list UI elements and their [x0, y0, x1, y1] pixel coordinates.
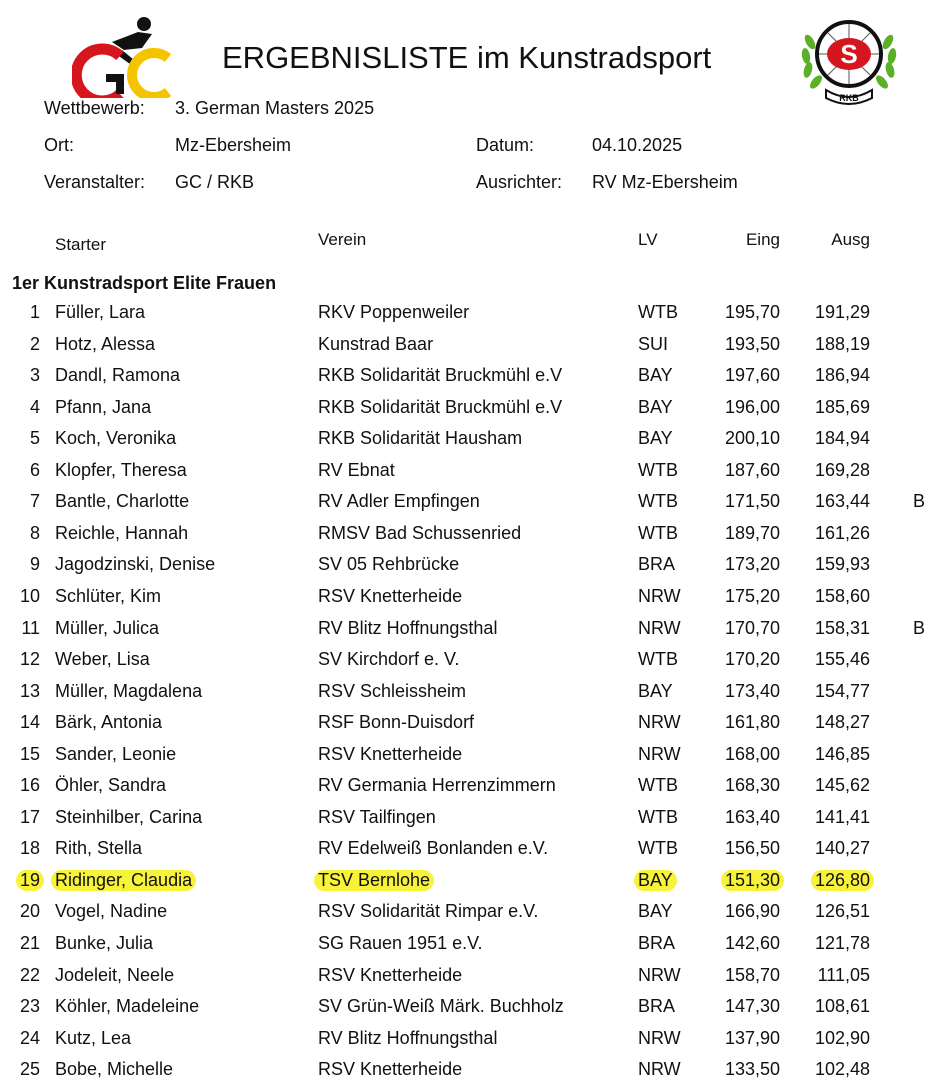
table-row	[0, 460, 950, 491]
ausrichter-label: Ausrichter:	[476, 172, 563, 192]
lv-cell: SUI	[638, 333, 669, 354]
rank-cell: 10	[19, 585, 40, 606]
verein-cell: RSF Bonn-Duisdorf	[318, 712, 475, 733]
eing-cell: 197,60	[724, 365, 780, 386]
rank-cell: 15	[19, 743, 40, 764]
eing-cell: 195,70	[724, 302, 780, 322]
verein-cell: SV 05 Rehbrücke	[318, 554, 460, 575]
ausg-cell: 121,78	[814, 933, 870, 953]
table-row	[0, 649, 950, 680]
ausg-cell: 102,48	[814, 1059, 870, 1080]
table-row	[0, 1028, 950, 1059]
table-row	[0, 965, 950, 996]
table-row	[0, 744, 950, 775]
ausg-cell: 126,51	[814, 901, 870, 922]
gc-logo	[72, 12, 174, 98]
table-row	[0, 838, 950, 869]
lv-cell: WTB	[638, 522, 678, 543]
rank-cell: 9	[29, 554, 40, 575]
ausg-cell: 154,77	[814, 680, 870, 701]
rank-cell: 4	[29, 396, 40, 417]
table-row	[0, 334, 950, 365]
section-title: 1er Kunstradsport Elite Frauen	[12, 273, 277, 293]
eing-cell: 156,50	[724, 838, 780, 859]
verein-cell: RSV Tailfingen	[318, 806, 436, 827]
datum-value: 04.10.2025	[592, 135, 683, 155]
starter-cell: Pfann, Jana	[55, 396, 152, 417]
eing-cell: 170,20	[724, 649, 780, 670]
eing-cell: 175,20	[724, 585, 780, 606]
eing-cell: 173,40	[724, 680, 780, 701]
eing-cell: 166,90	[724, 901, 780, 922]
lv-cell: WTB	[638, 838, 678, 859]
rank-cell: 16	[19, 775, 40, 796]
column-header-starter: Starter	[55, 235, 107, 254]
table-row	[0, 901, 950, 932]
eing-cell: 137,90	[724, 1027, 780, 1048]
ausg-cell: 188,19	[814, 333, 870, 354]
verein-cell: RV Germania Herrenzimmern	[318, 775, 556, 796]
eing-cell: 158,70	[724, 964, 780, 985]
starter-cell: Bunke, Julia	[55, 933, 154, 953]
starter-cell: Bantle, Charlotte	[55, 491, 190, 512]
table-row	[0, 618, 950, 649]
page-title: ERGEBNISLISTE im Kunstradsport	[222, 40, 712, 75]
starter-cell: Ridinger, Claudia	[51, 870, 196, 891]
ausg-cell: 126,80	[811, 870, 874, 891]
eing-cell: 189,70	[724, 522, 780, 543]
starter-cell: Müller, Julica	[55, 617, 160, 638]
starter-cell: Sander, Leonie	[55, 743, 177, 764]
eing-cell: 187,60	[724, 459, 780, 480]
verein-cell: RV Ebnat	[318, 459, 395, 480]
lv-cell: NRW	[638, 1027, 681, 1048]
eing-cell: 168,30	[724, 775, 780, 796]
lv-cell: WTB	[638, 806, 678, 827]
verein-cell: SV Kirchdorf e. V.	[318, 649, 460, 670]
table-row	[0, 586, 950, 617]
lv-cell: BAY	[638, 396, 673, 417]
starter-cell: Reichle, Hannah	[55, 522, 189, 543]
veranstalter-value: GC / RKB	[175, 172, 255, 192]
lv-cell: BRA	[638, 933, 676, 953]
table-row	[0, 870, 950, 901]
ausg-cell: 140,27	[814, 838, 870, 859]
starter-cell: Kutz, Lea	[55, 1027, 132, 1048]
eing-cell: 163,40	[724, 806, 780, 827]
column-header-verein: Verein	[318, 230, 367, 249]
lv-cell: NRW	[638, 617, 681, 638]
eing-cell: 151,30	[721, 870, 784, 891]
rank-cell: 14	[19, 712, 40, 733]
table-row	[0, 807, 950, 838]
datum-label: Datum:	[476, 135, 535, 155]
starter-cell: Öhler, Sandra	[55, 775, 167, 796]
verein-cell: SG Rauen 1951 e.V.	[318, 933, 483, 953]
starter-cell: Hotz, Alessa	[55, 333, 156, 354]
wettbewerb-value: 3. German Masters 2025	[175, 98, 375, 118]
ausg-cell: 191,29	[814, 302, 870, 322]
ausg-cell: 155,46	[814, 649, 870, 670]
starter-cell: Bobe, Michelle	[55, 1059, 174, 1080]
starter-cell: Koch, Veronika	[55, 428, 177, 449]
eing-cell: 173,20	[724, 554, 780, 575]
column-header-eing: Eing	[745, 230, 780, 249]
starter-cell: Rith, Stella	[55, 838, 143, 859]
rank-cell: 12	[19, 649, 40, 670]
eing-cell: 193,50	[724, 333, 780, 354]
veranstalter-label: Veranstalter:	[44, 172, 146, 192]
ausg-cell: 161,26	[814, 522, 870, 543]
rank-cell: 5	[29, 428, 40, 449]
ausg-cell: 146,85	[814, 743, 870, 764]
table-row	[0, 1059, 950, 1090]
lv-cell: BAY	[638, 428, 673, 449]
lv-cell: NRW	[638, 743, 681, 764]
verein-cell: RKB Solidarität Bruckmühl e.V	[318, 396, 563, 417]
table-row	[0, 491, 950, 522]
lv-cell: NRW	[638, 585, 681, 606]
rank-cell: 18	[19, 838, 40, 859]
rank-cell: 19	[16, 870, 44, 891]
verein-cell: RSV Knetterheide	[318, 964, 463, 985]
verein-cell: RSV Schleissheim	[318, 680, 467, 701]
table-row	[0, 397, 950, 428]
ort-value: Mz-Ebersheim	[175, 135, 292, 155]
rank-cell: 1	[29, 302, 40, 322]
ausg-cell: 145,62	[814, 775, 870, 796]
eing-cell: 161,80	[724, 712, 780, 733]
ausg-cell: 158,60	[814, 585, 870, 606]
lv-cell: WTB	[638, 302, 678, 322]
starter-cell: Schlüter, Kim	[55, 585, 162, 606]
rank-cell: 17	[19, 806, 40, 827]
ausg-cell: 186,94	[814, 365, 870, 386]
ausrichter-value: RV Mz-Ebersheim	[592, 172, 738, 192]
starter-cell: Müller, Magdalena	[55, 680, 203, 701]
ausg-cell: 159,93	[814, 554, 870, 575]
starter-cell: Bärk, Antonia	[55, 712, 163, 733]
verein-cell: RMSV Bad Schussenried	[318, 522, 522, 543]
verein-cell: RKB Solidarität Bruckmühl e.V	[318, 365, 563, 386]
lv-cell: BAY	[638, 901, 673, 922]
starter-cell: Dandl, Ramona	[55, 365, 181, 386]
rkb-logo-letter: S	[840, 39, 858, 69]
lv-cell: WTB	[638, 649, 678, 670]
ausg-cell: 111,05	[817, 964, 870, 985]
table-row	[0, 302, 950, 333]
verein-cell: SV Grün-Weiß Märk. Buchholz	[318, 996, 564, 1017]
ausg-cell: 163,44	[814, 491, 870, 512]
rank-cell: 13	[19, 680, 40, 701]
verein-cell: RSV Knetterheide	[318, 1059, 463, 1080]
rank-cell: 11	[21, 617, 40, 638]
verein-cell: RV Edelweiß Bonlanden e.V.	[318, 838, 549, 859]
eing-cell: 170,70	[724, 617, 780, 638]
table-row	[0, 365, 950, 396]
starter-cell: Vogel, Nadine	[55, 901, 168, 922]
column-header-ausg: Ausg	[831, 230, 870, 249]
flag-cell: B	[913, 617, 926, 638]
verein-cell: RSV Solidarität Rimpar e.V.	[318, 901, 539, 922]
table-row	[0, 428, 950, 459]
eing-cell: 147,30	[724, 996, 780, 1017]
verein-cell: RV Blitz Hoffnungsthal	[318, 1027, 498, 1048]
lv-cell: WTB	[638, 459, 678, 480]
rank-cell: 23	[19, 996, 40, 1017]
starter-cell: Klopfer, Theresa	[55, 459, 187, 480]
wettbewerb-label: Wettbewerb:	[44, 98, 145, 118]
lv-cell: WTB	[638, 775, 678, 796]
eing-cell: 133,50	[724, 1059, 780, 1080]
table-row	[0, 775, 950, 806]
starter-cell: Steinhilber, Carina	[55, 806, 203, 827]
verein-cell: RKB Solidarität Hausham	[318, 428, 523, 449]
eing-cell: 196,00	[724, 396, 780, 417]
rank-cell: 22	[19, 964, 40, 985]
table-row	[0, 712, 950, 743]
verein-cell: Kunstrad Baar	[318, 333, 434, 354]
rank-cell: 20	[19, 901, 40, 922]
eing-cell: 171,50	[724, 491, 780, 512]
flag-cell: B	[913, 491, 926, 512]
lv-cell: BRA	[638, 996, 676, 1017]
rkb-logo	[796, 14, 902, 106]
ausg-cell: 102,90	[814, 1027, 870, 1048]
ausg-cell: 141,41	[814, 806, 870, 827]
rkb-logo-text: RKB	[839, 93, 859, 103]
verein-cell: TSV Bernlohe	[314, 870, 434, 891]
ausg-cell: 108,61	[814, 996, 870, 1017]
lv-cell: BAY	[638, 365, 673, 386]
verein-cell: RV Blitz Hoffnungsthal	[318, 617, 498, 638]
rank-cell: 8	[29, 522, 40, 543]
ausg-cell: 185,69	[814, 396, 870, 417]
verein-cell: RKV Poppenweiler	[318, 302, 470, 322]
table-row	[0, 554, 950, 585]
table-row	[0, 996, 950, 1027]
eing-cell: 142,60	[724, 933, 780, 953]
rank-cell: 21	[19, 933, 40, 953]
lv-cell: BRA	[638, 554, 676, 575]
ort-label: Ort:	[44, 135, 74, 155]
ausg-cell: 158,31	[814, 617, 870, 638]
rank-cell: 3	[29, 365, 40, 386]
starter-cell: Weber, Lisa	[55, 649, 150, 670]
ausg-cell: 184,94	[814, 428, 870, 449]
rank-cell: 2	[29, 333, 40, 354]
starter-cell: Jagodzinski, Denise	[55, 554, 216, 575]
starter-cell: Köhler, Madeleine	[55, 996, 200, 1017]
rank-cell: 7	[29, 491, 40, 512]
lv-cell: WTB	[638, 491, 678, 512]
verein-cell: RV Adler Empfingen	[318, 491, 480, 512]
eing-cell: 200,10	[724, 428, 780, 449]
starter-cell: Füller, Lara	[55, 302, 146, 322]
lv-cell: BAY	[634, 870, 677, 891]
table-row	[0, 681, 950, 712]
lv-cell: NRW	[638, 1059, 681, 1080]
starter-cell: Jodeleit, Neele	[55, 964, 175, 985]
verein-cell: RSV Knetterheide	[318, 585, 463, 606]
lv-cell: NRW	[638, 964, 681, 985]
lv-cell: NRW	[638, 712, 681, 733]
eing-cell: 168,00	[724, 743, 780, 764]
verein-cell: RSV Knetterheide	[318, 743, 463, 764]
ausg-cell: 169,28	[814, 459, 870, 480]
table-row	[0, 933, 950, 964]
ausg-cell: 148,27	[814, 712, 870, 733]
rank-cell: 6	[29, 459, 40, 480]
table-row	[0, 523, 950, 554]
column-header-lv: LV	[638, 230, 658, 249]
rank-cell: 24	[19, 1027, 40, 1048]
rank-cell: 25	[19, 1059, 40, 1080]
lv-cell: BAY	[638, 680, 673, 701]
